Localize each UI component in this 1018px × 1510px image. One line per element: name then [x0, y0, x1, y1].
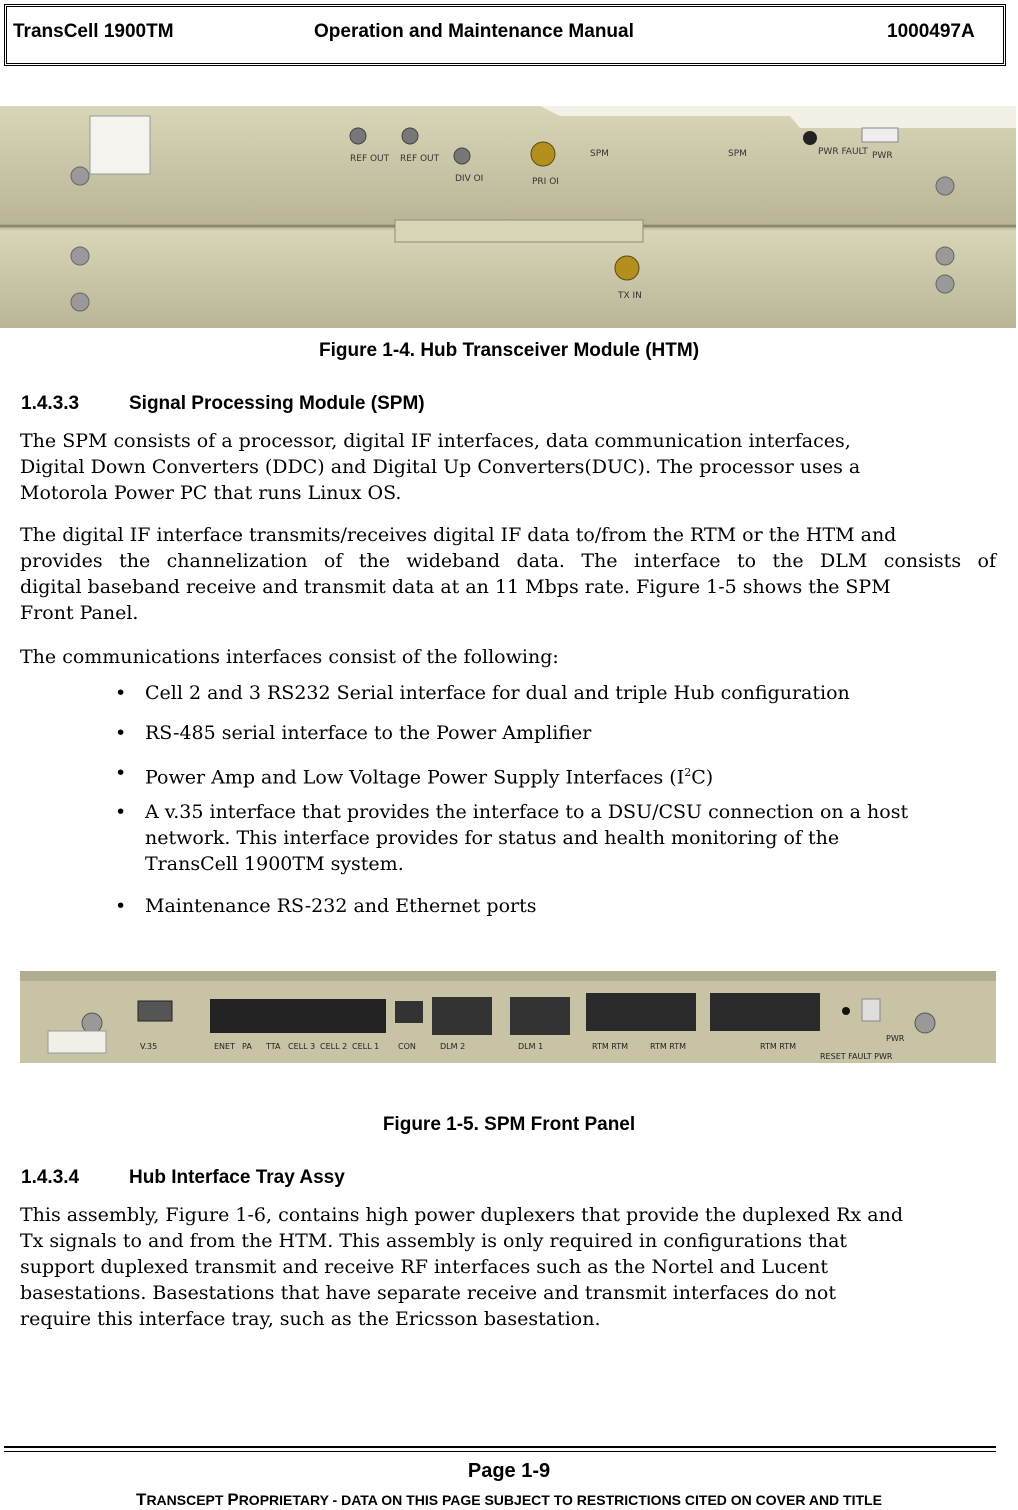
text-line: [145, 760, 995, 790]
htm-photo-drawing: [0, 106, 1016, 328]
spm-label-v35: V.35: [140, 1042, 158, 1051]
htm-photo: [0, 106, 1016, 328]
spm-paragraph-3: The communications interfaces consist of the following:: [20, 646, 559, 668]
htm-label-tx-in: TX IN: [618, 291, 642, 301]
section-heading-spm: [21, 393, 425, 415]
text-line: TransCell 1900TM system.: [145, 853, 404, 875]
page-header: [4, 4, 1006, 66]
text-line: support duplexed transmit and receive RF interfaces such as the Nortel and Lucent: [20, 1256, 828, 1278]
bullet-marker: •: [115, 801, 127, 823]
text-run: T: [136, 1490, 147, 1509]
spm-photo-drawing: [20, 971, 996, 1063]
text-line: digital baseband receive and transmit data at an 11 Mbps rate. Figure 1-5 shows the SPM: [20, 576, 891, 598]
spm-label-dlm-2: DLM 2: [440, 1042, 466, 1051]
text-line: Cell 2 and 3 RS232 Serial interface for dual and triple Hub configuration: [145, 682, 850, 704]
spm-label-cell-3: CELL 3: [288, 1042, 316, 1051]
spm-label-enet: ENET: [214, 1042, 235, 1051]
spm-front-panel-photo: [20, 971, 996, 1063]
section-title: Signal Processing Module (SPM): [129, 393, 425, 414]
text-line: network. This interface provides for status and health monitoring of the: [145, 827, 840, 849]
spm-label-reset-fault-pwr: RESET FAULT PWR: [820, 1052, 893, 1061]
text-line: Tx signals to and from the HTM. This assembly is only required in configurations that: [20, 1230, 848, 1252]
text-line: Motorola Power PC that runs Linux OS.: [20, 482, 402, 504]
text-run: ROPRIETARY - DATA ON THIS PAGE SUBJECT TO RESTRICTIONS CITED ON COVER AND TITLE: [238, 1492, 882, 1508]
hub-paragraph: [20, 1202, 996, 1332]
htm-label-ref-out-2: REF OUT: [400, 154, 440, 164]
bullet-item-3: [115, 760, 995, 790]
figure-1-4-caption: Figure 1-4. Hub Transceiver Module (HTM): [318, 340, 700, 361]
superscript: 2: [684, 766, 692, 779]
htm-label-spm-2: SPM: [728, 149, 747, 159]
text-line: A v.35 interface that provides the interface to a DSU/CSU connection on a host: [145, 801, 909, 823]
text-line: Maintenance RS-232 and Ethernet ports: [145, 895, 537, 917]
footer-proprietary-notice: [0, 1490, 1018, 1510]
text-line: require this interface tray, such as the Ericsson basestation.: [20, 1308, 601, 1330]
text-line: Front Panel.: [20, 602, 139, 624]
text-line: This assembly, Figure 1-6, contains high power duplexers that provide the duplexed Rx and: [20, 1204, 903, 1226]
spm-paragraph-2: [20, 522, 996, 626]
figure-1-5-caption: Figure 1-5. SPM Front Panel: [382, 1114, 636, 1135]
bullet-item-2: [115, 720, 995, 746]
text-line: provides the channelization of the wideband data. The interface to the DLM consists of: [20, 550, 996, 572]
spm-label-rtm-b: RTM RTM: [650, 1042, 687, 1051]
spm-label-cell-2: CELL 2: [320, 1042, 348, 1051]
text-run: Power Amp and Low Voltage Power Supply Interfaces (I: [145, 766, 685, 789]
section-heading-hub: [21, 1167, 345, 1189]
htm-label-pwr-fault: PWR FAULT: [818, 147, 868, 157]
bullet-item-5: [115, 893, 995, 919]
bullet-marker: •: [115, 895, 127, 917]
spm-label-cell-1: CELL 1: [352, 1042, 380, 1051]
text-line: Digital Down Converters (DDC) and Digital Up Converters(DUC). The processor uses a: [20, 456, 861, 478]
text-run: C): [691, 766, 714, 789]
text-run: P: [227, 1490, 239, 1509]
text-line: The SPM consists of a processor, digital IF interfaces, data communication interfaces,: [20, 430, 851, 452]
spm-label-con: CON: [398, 1042, 416, 1051]
htm-label-pwr: PWR: [872, 151, 893, 161]
header-product: TransCell 1900TM: [13, 21, 174, 42]
bullet-marker: •: [115, 762, 127, 784]
htm-label-spm-1: SPM: [590, 149, 609, 159]
spm-label-rtm-c: RTM RTM: [760, 1042, 797, 1051]
footer-rule: [4, 1446, 996, 1452]
spm-label-pa: PA: [242, 1042, 252, 1051]
section-number: 1.4.3.4: [21, 1167, 80, 1188]
text-line: RS-485 serial interface to the Power Amplifier: [145, 722, 592, 744]
text-line: The digital IF interface transmits/receives digital IF data to/from the RTM or the HTM and: [20, 524, 897, 546]
spm-label-dlm-1: DLM 1: [518, 1042, 544, 1051]
text-run: RANSCEPT: [146, 1492, 228, 1508]
footer-page-number: Page 1-9: [467, 1460, 551, 1482]
spm-paragraph-1: [20, 428, 996, 506]
bullet-item-4: [115, 799, 995, 877]
header-title: Operation and Maintenance Manual: [314, 21, 634, 42]
bullet-marker: •: [115, 722, 127, 744]
spm-label-tta: TTA: [266, 1042, 281, 1051]
text-line: basestations. Basestations that have separate receive and transmit interfaces do not: [20, 1282, 836, 1304]
htm-label-ref-out-1: REF OUT: [350, 154, 390, 164]
bullet-item-1: [115, 680, 995, 706]
section-title: Hub Interface Tray Assy: [129, 1167, 345, 1188]
section-number: 1.4.3.3: [21, 393, 80, 414]
bullet-marker: •: [115, 682, 127, 704]
header-doc-number: 1000497A: [887, 21, 975, 42]
htm-label-div-oi: DIV OI: [455, 174, 484, 184]
htm-label-pri-oi: PRI OI: [532, 177, 559, 187]
spm-label-pwr: PWR: [886, 1034, 905, 1043]
spm-label-rtm-a: RTM RTM: [592, 1042, 629, 1051]
